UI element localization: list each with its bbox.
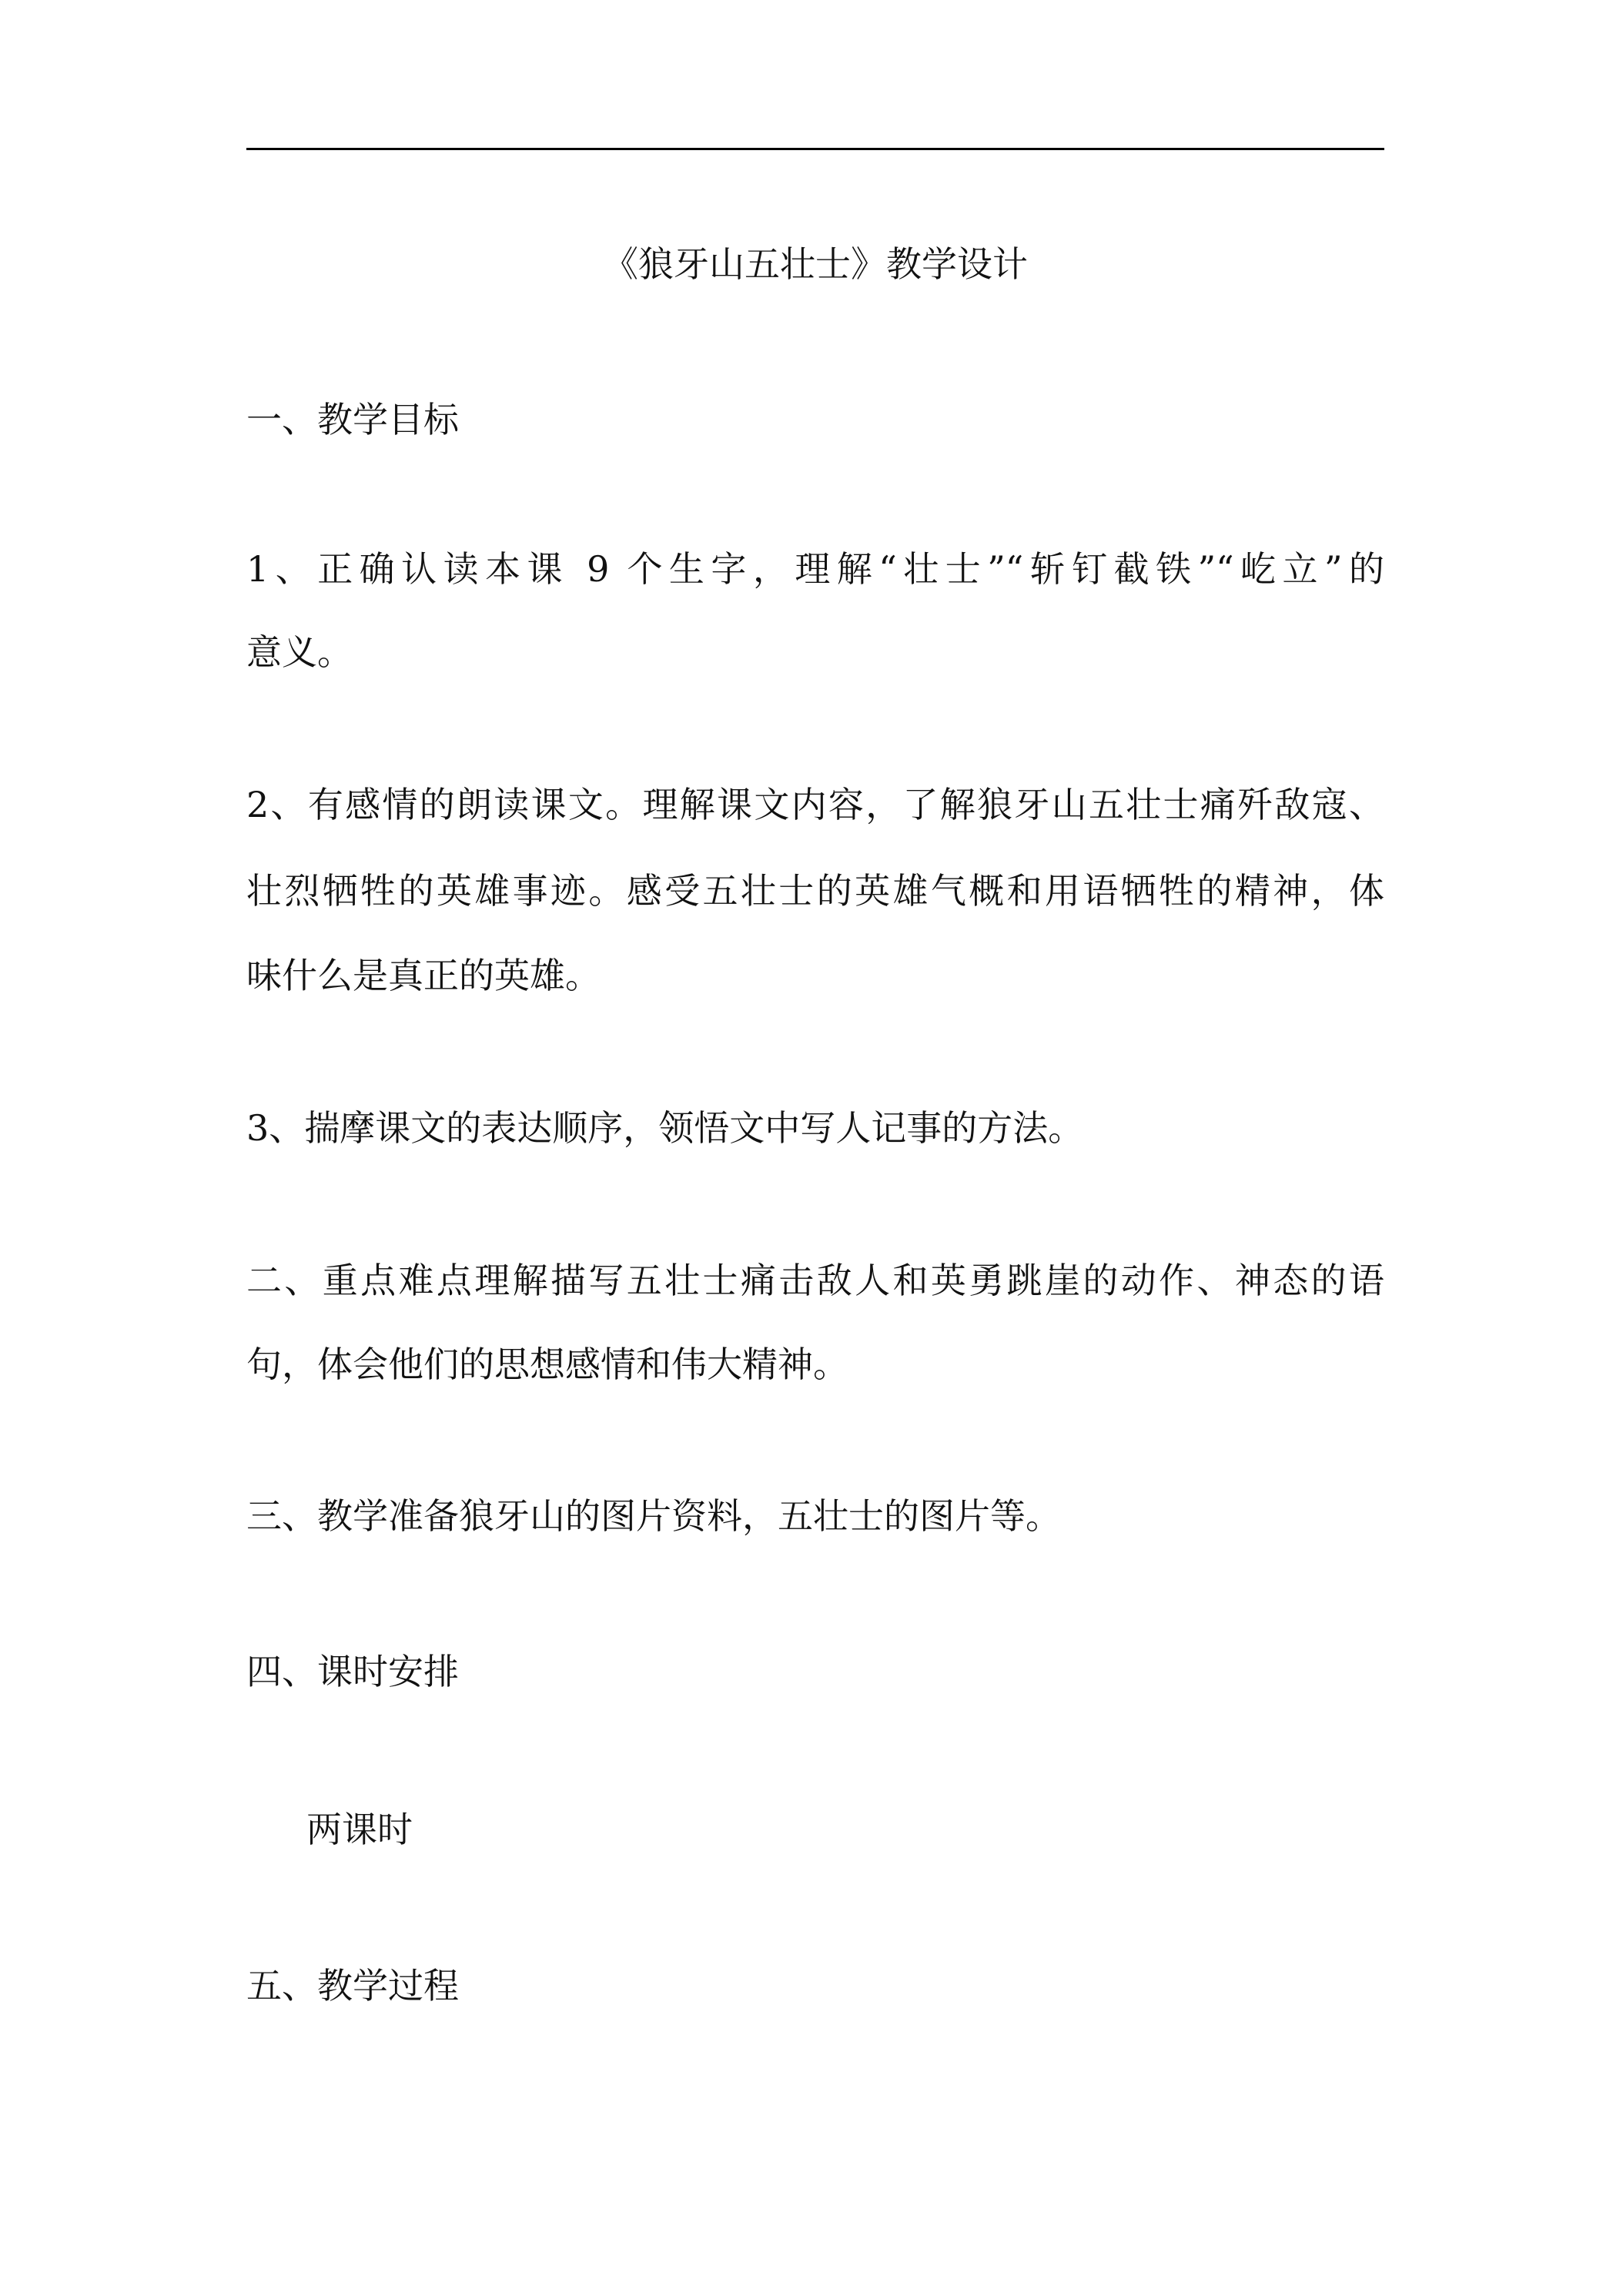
section-2-line-2: 句，体会他们的思想感情和伟大精神。 bbox=[246, 1344, 848, 1385]
objective-1-line-2: 意义。 bbox=[246, 631, 353, 673]
objective-2-line-2: 壮烈牺牲的英雄事迹。感受五壮士的英雄气概和用语牺牲的精神，体 bbox=[246, 870, 1384, 912]
header-rule bbox=[246, 148, 1384, 150]
objective-2-line-1: 2、有感情的朗读课文。理解课文内容，了解狼牙山五壮士痛歼敌寇、 bbox=[246, 784, 1384, 825]
objective-3-line-1: 3、揣摩课文的表达顺序，领悟文中写人记事的方法。 bbox=[246, 1107, 1084, 1149]
document-title: 《狼牙山五壮士》教学设计 bbox=[603, 243, 1028, 285]
section-5-heading: 五、教学过程 bbox=[246, 1965, 459, 2006]
objective-2-line-3: 味什么是真正的英雄。 bbox=[246, 955, 601, 996]
section-2-line-1: 二、重点难点理解描写五壮士痛击敌人和英勇跳崖的动作、神态的语 bbox=[246, 1260, 1384, 1301]
section-1-heading: 一、教学目标 bbox=[246, 399, 459, 440]
section-4-heading: 四、课时安排 bbox=[246, 1651, 459, 1692]
section-3-line-1: 三、教学准备狼牙山的图片资料，五壮士的图片等。 bbox=[246, 1495, 1061, 1537]
section-4-body: 两课时 bbox=[306, 1809, 413, 1850]
objective-1-line-1: 1、正确认读本课 9 个生字，理解“壮士”“斩钉截铁”“屹立”的 bbox=[246, 548, 1384, 590]
